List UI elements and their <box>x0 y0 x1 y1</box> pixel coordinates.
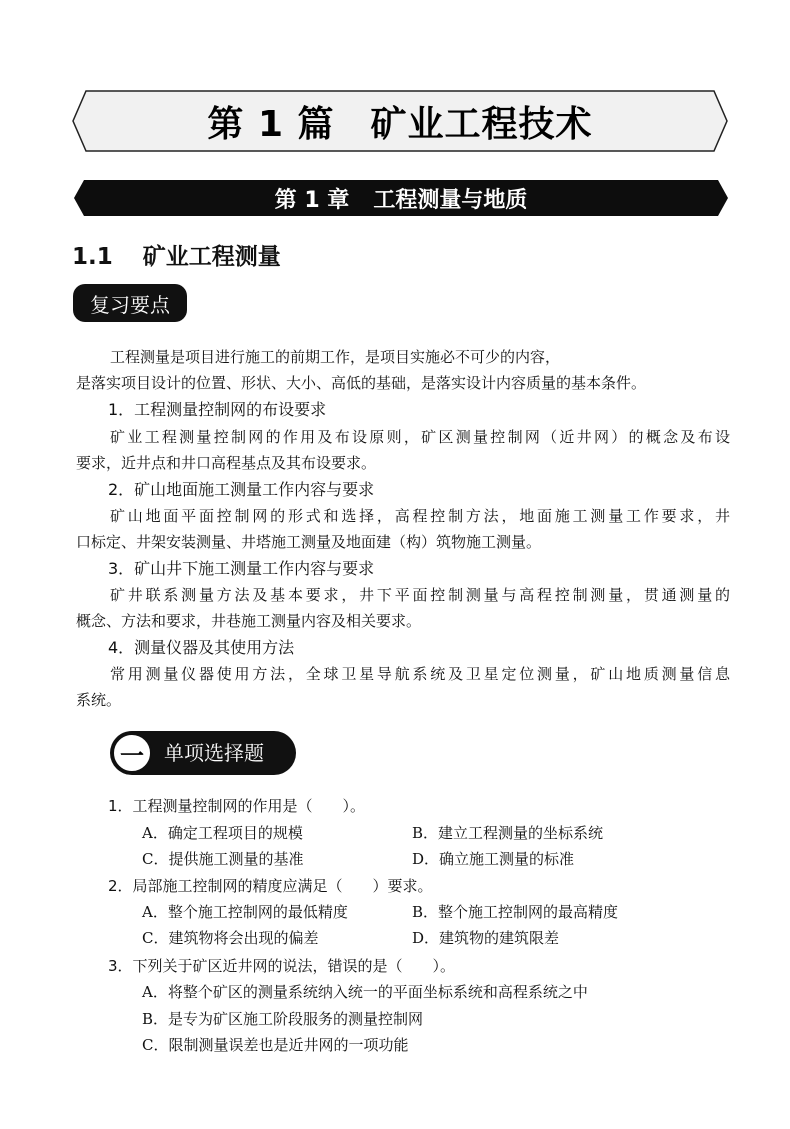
question-3-option-b: B．是专为矿区施工阶段服务的测量控制网 <box>142 1010 424 1028</box>
part-title <box>72 90 728 152</box>
question-2-option-a: A．整个施工控制网的最低精度 <box>142 903 348 921</box>
review-points-tag: 复习要点 <box>73 284 187 322</box>
chapter-banner <box>74 180 728 216</box>
single-choice-banner <box>110 731 296 775</box>
question-2-stem: 2．局部施工控制网的精度应满足（ ）要求。 <box>108 877 433 895</box>
question-3-stem: 3．下列关于矿区近井网的说法，错误的是（ ）。 <box>108 957 456 975</box>
topic-4-body <box>76 661 730 713</box>
choice-section-title: 单项选择题 <box>164 741 264 765</box>
topic-3-line-1: 矿井联系测量方法及基本要求，井下平面控制测量与高程控制测量，贯通测量的 <box>110 586 730 604</box>
topic-1-line-2: 要求，近井点和井口高程基点及其布设要求。 <box>76 454 377 472</box>
chapter-name: 工程测量与地质 <box>373 187 528 213</box>
question-1-stem: 1．工程测量控制网的作用是（ ）。 <box>108 797 366 815</box>
section-title: 矿业工程测量 <box>142 244 281 270</box>
topic-2-line-1: 矿山地面平面控制网的形式和选择，高程控制方法，地面施工测量工作要求，井 <box>110 507 730 525</box>
topic-1-heading: 1．工程测量控制网的布设要求 <box>108 400 327 419</box>
chapter-title <box>74 180 728 216</box>
section-number: 1.1 <box>72 244 113 270</box>
question-2-option-d: D．建筑物的建筑限差 <box>412 929 560 947</box>
question-1-option-c: C．提供施工测量的基准 <box>142 850 304 868</box>
choice-section-number: 一 <box>112 733 152 773</box>
question-1-option-b: B．建立工程测量的坐标系统 <box>412 824 604 842</box>
intro-line-2: 是落实项目设计的位置、形状、大小、高低的基础，是落实设计内容质量的基本条件。 <box>76 374 647 392</box>
chapter-number: 第 1 章 <box>274 187 350 213</box>
topic-2-body <box>76 503 730 555</box>
topic-4-line-2: 系统。 <box>76 691 122 709</box>
question-1-option-d: D．确立施工测量的标准 <box>412 850 575 868</box>
topic-1-body <box>76 424 730 476</box>
section-heading <box>72 238 281 271</box>
question-2-option-c: C．建筑物将会出现的偏差 <box>142 929 319 947</box>
topic-3-heading: 3．矿山井下施工测量工作内容与要求 <box>108 559 375 578</box>
topic-2-line-2: 口标定、井架安装测量、井塔施工测量及地面建（构）筑物施工测量。 <box>76 533 542 551</box>
question-3-option-a: A．将整个矿区的测量系统纳入统一的平面坐标系统和高程系统之中 <box>142 983 588 1001</box>
question-2-option-b: B．整个施工控制网的最高精度 <box>412 903 619 921</box>
part-number: 第 1 篇 <box>207 103 335 145</box>
topic-3-line-2: 概念、方法和要求，井巷施工测量内容及相关要求。 <box>76 612 422 630</box>
part-name: 矿业工程技术 <box>370 103 593 145</box>
topic-4-line-1: 常用测量仪器使用方法，全球卫星导航系统及卫星定位测量，矿山地质测量信息 <box>110 665 730 683</box>
intro-line-1: 工程测量是项目进行施工的前期工作，是项目实施必不可少的内容， <box>110 348 561 366</box>
topic-2-heading: 2．矿山地面施工测量工作内容与要求 <box>108 480 375 499</box>
topic-1-line-1: 矿业工程测量控制网的作用及布设原则，矿区测量控制网（近井网）的概念及布设 <box>110 428 730 446</box>
question-3-option-c: C．限制测量误差也是近井网的一项功能 <box>142 1036 409 1054</box>
topic-3-body <box>76 582 730 634</box>
topic-4-heading: 4．测量仪器及其使用方法 <box>108 638 295 657</box>
question-1-option-a: A．确定工程项目的规模 <box>142 824 303 842</box>
part-banner <box>72 90 728 152</box>
